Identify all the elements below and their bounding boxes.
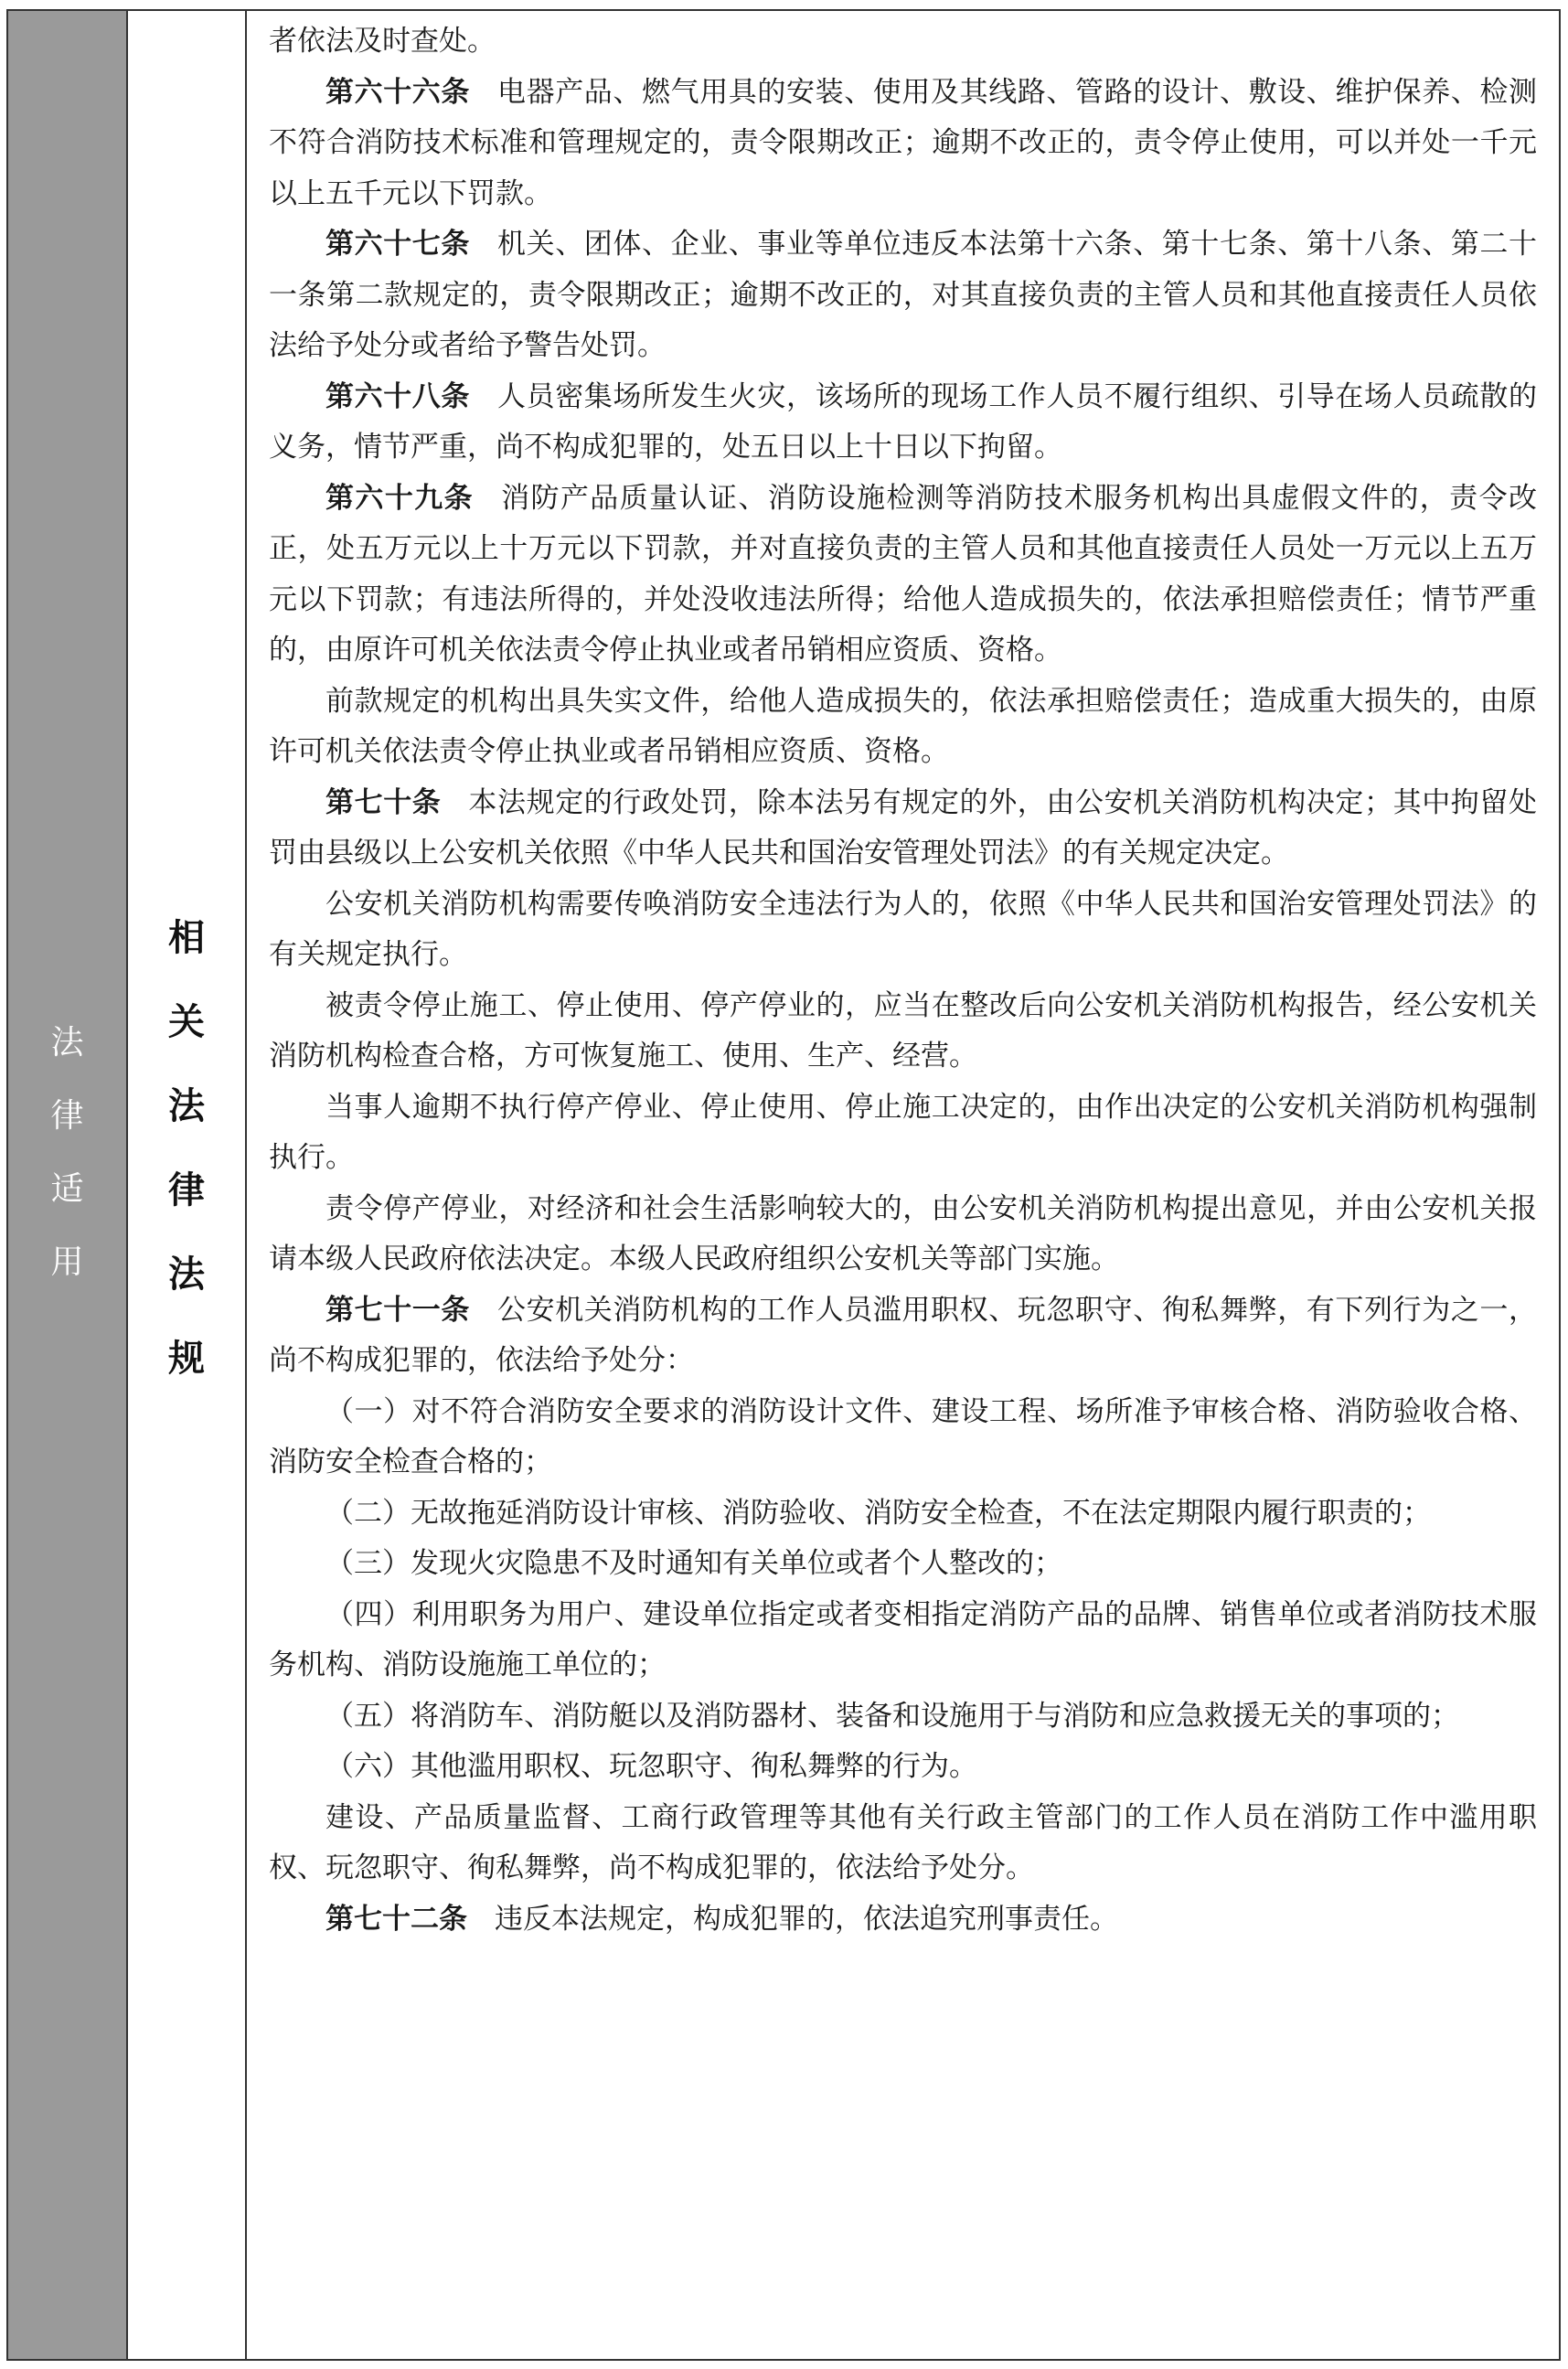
law-paragraph: [269, 1793, 1537, 1894]
subcategory-char: 律: [168, 1169, 205, 1211]
article-paragraph: [269, 68, 1537, 220]
subcategory-char: 法: [168, 1254, 205, 1296]
subcategory-char: 相: [168, 917, 205, 959]
article-paragraph: [269, 474, 1537, 677]
article-paragraph: [269, 1286, 1537, 1387]
category-char: 法: [50, 1024, 84, 1062]
paragraph-text: 前款规定的机构出具失实文件，给他人造成损失的，依法承担赔偿责任；造成重大损失的，由原许可机关依法责令停止执业或者吊销相应资质、资格。: [269, 684, 1537, 768]
law-paragraph: [269, 880, 1537, 981]
category-char: 律: [50, 1097, 84, 1135]
article-number: 第六十九条: [325, 481, 475, 515]
article-paragraph: [269, 372, 1537, 474]
paragraph-text: （三）发现火灾隐患不及时通知有关单位或者个人整改的；: [325, 1547, 1062, 1580]
paragraph-text: 责令停产停业，对经济和社会生活影响较大的，由公安机关消防机构提出意见，并由公安机关报请本级人民政府依法决定。本级人民政府组织公安机关等部门实施。: [269, 1191, 1537, 1275]
law-paragraph: [269, 1489, 1537, 1540]
paragraph-text: 电器产品、燃气用具的安装、使用及其线路、管路的设计、敷设、维护保养、检测不符合消防技术标准和管理规定的，责令限期改正；逾期不改正的，责令停止使用，可以并处一千元以上五千元以下罚款。: [269, 75, 1537, 210]
law-paragraph: [269, 1742, 1537, 1793]
paragraph-text: 当事人逾期不执行停产停业、停止使用、停止施工决定的，由作出决定的公安机关消防机构强制执行。: [269, 1090, 1537, 1174]
subcategory-column: [128, 11, 247, 2359]
article-paragraph: [269, 1894, 1537, 1946]
law-paragraph: [269, 677, 1537, 778]
paragraph-text: 者依法及时查处。: [269, 25, 496, 58]
law-paragraph: [269, 1083, 1537, 1184]
law-paragraph: [269, 1387, 1537, 1489]
law-paragraph: [269, 981, 1537, 1083]
law-paragraph: [269, 16, 1537, 68]
paragraph-text: 公安机关消防机构的工作人员滥用职权、玩忽职守、徇私舞弊，有下列行为之一，尚不构成犯罪的，依法给予处分：: [269, 1293, 1537, 1377]
paragraph-text: 机关、团体、企业、事业等单位违反本法第十六条、第十七条、第十八条、第二十一条第二款规定的，责令限期改正；逾期不改正的，对其直接负责的主管人员和其他直接责任人员依法给予处分或者给予警告处罚。: [269, 228, 1537, 362]
paragraph-text: 人员密集场所发生火灾，该场所的现场工作人员不履行组织、引导在场人员疏散的义务，情节严重，尚不构成犯罪的，处五日以上十日以下拘留。: [269, 379, 1537, 464]
article-paragraph: [269, 219, 1537, 372]
article-number: 第七十二条: [325, 1902, 467, 1936]
law-paragraph: [269, 1539, 1537, 1590]
paragraph-text: 被责令停止施工、停止使用、停产停业的，应当在整改后向公安机关消防机构报告，经公安机关消防机构检查合格，方可恢复施工、使用、生产、经营。: [269, 988, 1537, 1072]
paragraph-text: 建设、产品质量监督、工商行政管理等其他有关行政主管部门的工作人员在消防工作中滥用职权、玩忽职守、徇私舞弊，尚不构成犯罪的，依法给予处分。: [269, 1800, 1537, 1884]
paragraph-text: （二）无故拖延消防设计审核、消防验收、消防安全检查，不在法定期限内履行职责的；: [325, 1496, 1431, 1530]
paragraph-text: （四）利用职务为用户、建设单位指定或者变相指定消防产品的品牌、销售单位或者消防技术服务机构、消防设施施工单位的；: [269, 1597, 1537, 1681]
law-paragraph: [269, 1590, 1537, 1691]
paragraph-text: 违反本法规定，构成犯罪的，依法追究刑事责任。: [495, 1902, 1118, 1936]
subcategory-char: 规: [168, 1338, 205, 1380]
article-number: 第六十六条: [325, 75, 470, 109]
paragraph-text: （一）对不符合消防安全要求的消防设计文件、建设工程、场所准予审核合格、消防验收合格、消防安全检查合格的；: [269, 1394, 1537, 1478]
article-number: 第七十一条: [325, 1293, 470, 1327]
article-number: 第六十七条: [325, 228, 470, 261]
article-number: 第六十八条: [325, 379, 470, 413]
category-char: 用: [50, 1243, 84, 1281]
subcategory-char: 关: [168, 1001, 205, 1043]
category-label: [50, 1024, 84, 1281]
subcategory-label: [168, 917, 205, 1380]
category-column: [8, 11, 128, 2359]
paragraph-text: 本法规定的行政处罚，除本法另有规定的外，由公安机关消防机构决定；其中拘留处罚由县级以上公安机关依照《中华人民共和国治安管理处罚法》的有关规定决定。: [269, 785, 1538, 870]
law-paragraph: [269, 1691, 1537, 1743]
article-paragraph: [269, 778, 1537, 880]
article-number: 第七十条: [325, 785, 442, 819]
subcategory-char: 法: [168, 1085, 205, 1127]
law-paragraph: [269, 1184, 1537, 1286]
law-table: [6, 9, 1561, 2361]
paragraph-text: （六）其他滥用职权、玩忽职守、徇私舞弊的行为。: [325, 1750, 977, 1783]
paragraph-text: 消防产品质量认证、消防设施检测等消防技术服务机构出具虚假文件的，责令改正，处五万元以上十万元以下罚款，并对直接负责的主管人员和其他直接责任人员处一万元以上五万元以下罚款；有违法所得的，并处没收违法所得；给他人造成损失的，依法承担赔偿责任；情节严重的，由原许可机关依法责令停止执业或者吊销相应资质、资格。: [269, 481, 1538, 667]
category-char: 适: [50, 1170, 84, 1208]
paragraph-text: 公安机关消防机构需要传唤消防安全违法行为人的，依照《中华人民共和国治安管理处罚法》的有关规定执行。: [269, 887, 1537, 971]
paragraph-text: （五）将消防车、消防艇以及消防器材、装备和设施用于与消防和应急救援无关的事项的；: [325, 1699, 1459, 1733]
law-text-body: [247, 11, 1559, 2359]
